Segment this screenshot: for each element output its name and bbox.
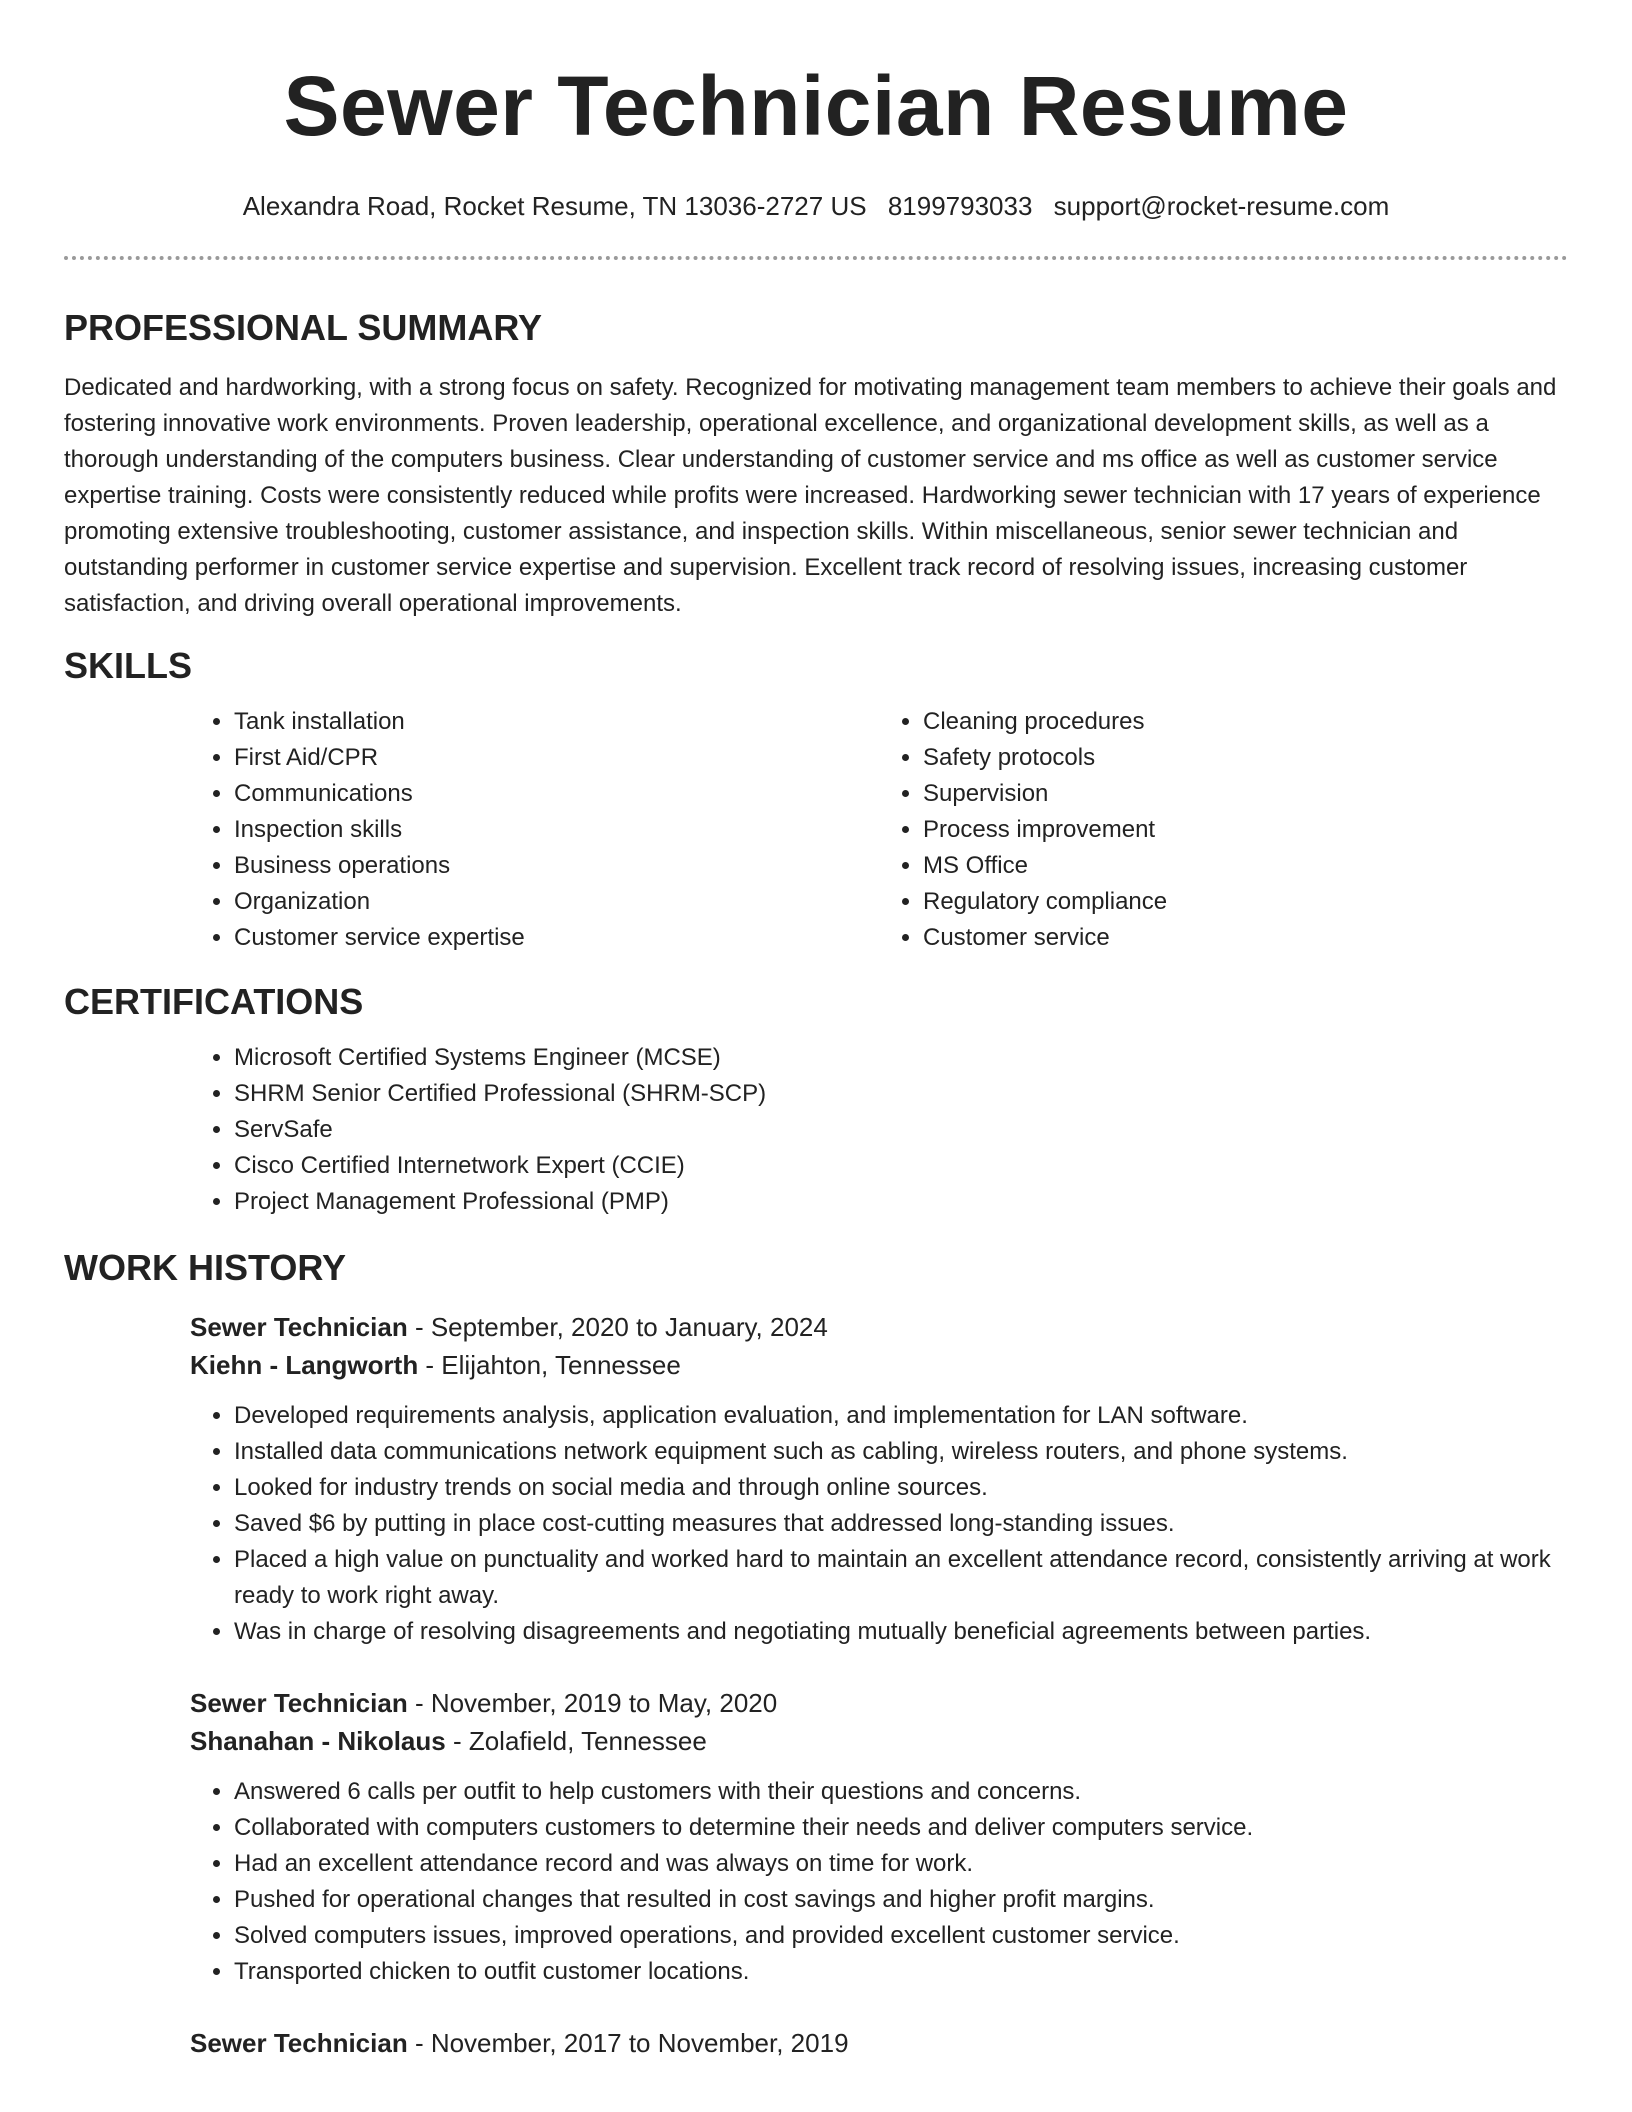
skill-item: • First Aid/CPR (234, 740, 879, 776)
job-duty: • Installed data communications network equipment such as cabling, wireless routers, and phone systems. (234, 1434, 1568, 1470)
certifications-list (190, 1040, 1568, 1220)
skill-item: • Process improvement (923, 812, 1568, 848)
skill-item: • MS Office (923, 848, 1568, 884)
skills-list-left (190, 704, 879, 956)
header-divider (64, 256, 1568, 260)
job-title-line (190, 1308, 1568, 1346)
resume-page (64, 0, 1568, 2062)
skill-item: • Inspection skills (234, 812, 879, 848)
job-duty: • Saved $6 by putting in place cost-cutting measures that addressed long-standing issues. (234, 1506, 1568, 1542)
job-duty: • Answered 6 calls per outfit to help customers with their questions and concerns. (234, 1774, 1568, 1810)
job-title: Sewer Technician (190, 1688, 408, 1718)
certification-item: • ServSafe (234, 1112, 1568, 1148)
skill-item: • Communications (234, 776, 879, 812)
job-dates: - November, 2017 to November, 2019 (407, 2028, 849, 2058)
contact-email: support@rocket-resume.com (1053, 191, 1390, 221)
certification-item: • SHRM Senior Certified Professional (SHRM-SCP) (234, 1076, 1568, 1112)
summary-section (64, 306, 1568, 622)
job-title: Sewer Technician (190, 1312, 408, 1342)
summary-text: Dedicated and hardworking, with a strong focus on safety. Recognized for motivating management team members to achieve their goals and fostering innovative work environments. Proven leadership, operational excellence, and organizational development skills, as well as a thorough understanding of the computers business. Clear understanding of customer service and ms office as well as customer service expertise training. Costs were consistently reduced while profits were increased. Hardworking sewer technician with 17 years of experience promoting extensive troubleshooting, customer assistance, and inspection skills. Within miscellaneous, senior sewer technician and outstanding performer in customer service expertise and supervision. Excellent track record of resolving issues, increasing customer satisfaction, and driving overall operational improvements. (64, 374, 1557, 617)
contact-address: Alexandra Road, Rocket Resume, TN 13036-2727 US (242, 191, 867, 221)
job-dates: - September, 2020 to January, 2024 (407, 1312, 828, 1342)
job-duty: • Looked for industry trends on social media and through online sources. (234, 1470, 1568, 1506)
job-entry (190, 2024, 1568, 2062)
skill-item: • Business operations (234, 848, 879, 884)
summary-heading: PROFESSIONAL SUMMARY (64, 307, 543, 348)
certification-item: • Project Management Professional (PMP) (234, 1184, 1568, 1220)
job-duties-list (190, 1398, 1568, 1650)
job-company: Shanahan - Nikolaus (190, 1726, 446, 1756)
work-history-section (64, 1246, 1568, 2062)
skill-item: • Safety protocols (923, 740, 1568, 776)
job-entry (190, 1684, 1568, 1990)
job-duty: • Had an excellent attendance record and was always on time for work. (234, 1846, 1568, 1882)
skills-section (64, 644, 1568, 956)
job-duty: • Placed a high value on punctuality and worked hard to maintain an excellent attendance record, consistently arriving at work ready to work right away. (234, 1542, 1568, 1614)
contact-phone: 8199793033 (887, 191, 1033, 221)
job-duty: • Collaborated with computers customers to determine their needs and deliver computers service. (234, 1810, 1568, 1846)
job-title-line (190, 2024, 1568, 2062)
job-title: Sewer Technician (190, 2028, 408, 2058)
skill-item: • Regulatory compliance (923, 884, 1568, 920)
job-location: - Elijahton, Tennessee (418, 1350, 681, 1380)
job-duty: • Pushed for operational changes that resulted in cost savings and higher profit margins. (234, 1882, 1568, 1918)
job-company-line (190, 1346, 1568, 1384)
job-duties-list (190, 1774, 1568, 1990)
job-duty: • Transported chicken to outfit customer locations. (234, 1954, 1568, 1990)
job-company-line (190, 1722, 1568, 1760)
certifications-section (64, 980, 1568, 1220)
work-history-heading: WORK HISTORY (64, 1247, 347, 1288)
skill-item: • Tank installation (234, 704, 879, 740)
job-duty: • Developed requirements analysis, application evaluation, and implementation for LAN software. (234, 1398, 1568, 1434)
skills-heading: SKILLS (64, 645, 193, 686)
job-location: - Zolafield, Tennessee (445, 1726, 707, 1756)
skill-item: • Organization (234, 884, 879, 920)
skill-item: • Cleaning procedures (923, 704, 1568, 740)
job-duty: • Solved computers issues, improved operations, and provided excellent customer service. (234, 1918, 1568, 1954)
certification-item: • Microsoft Certified Systems Engineer (MCSE) (234, 1040, 1568, 1076)
skill-item: • Customer service expertise (234, 920, 879, 956)
skill-item: • Supervision (923, 776, 1568, 812)
job-duty: • Was in charge of resolving disagreements and negotiating mutually beneficial agreements between parties. (234, 1614, 1568, 1650)
contact-info (64, 190, 1568, 222)
resume-title: Sewer Technician Resume (283, 59, 1349, 153)
certifications-heading: CERTIFICATIONS (64, 981, 364, 1022)
job-title-line (190, 1684, 1568, 1722)
certification-item: • Cisco Certified Internetwork Expert (CCIE) (234, 1148, 1568, 1184)
certifications-body (190, 1040, 1568, 1220)
skill-item: • Customer service (923, 920, 1568, 956)
skills-list-right (879, 704, 1568, 956)
job-company: Kiehn - Langworth (190, 1350, 419, 1380)
job-entry (190, 1308, 1568, 1650)
job-dates: - November, 2019 to May, 2020 (407, 1688, 778, 1718)
skills-grid (190, 704, 1568, 956)
